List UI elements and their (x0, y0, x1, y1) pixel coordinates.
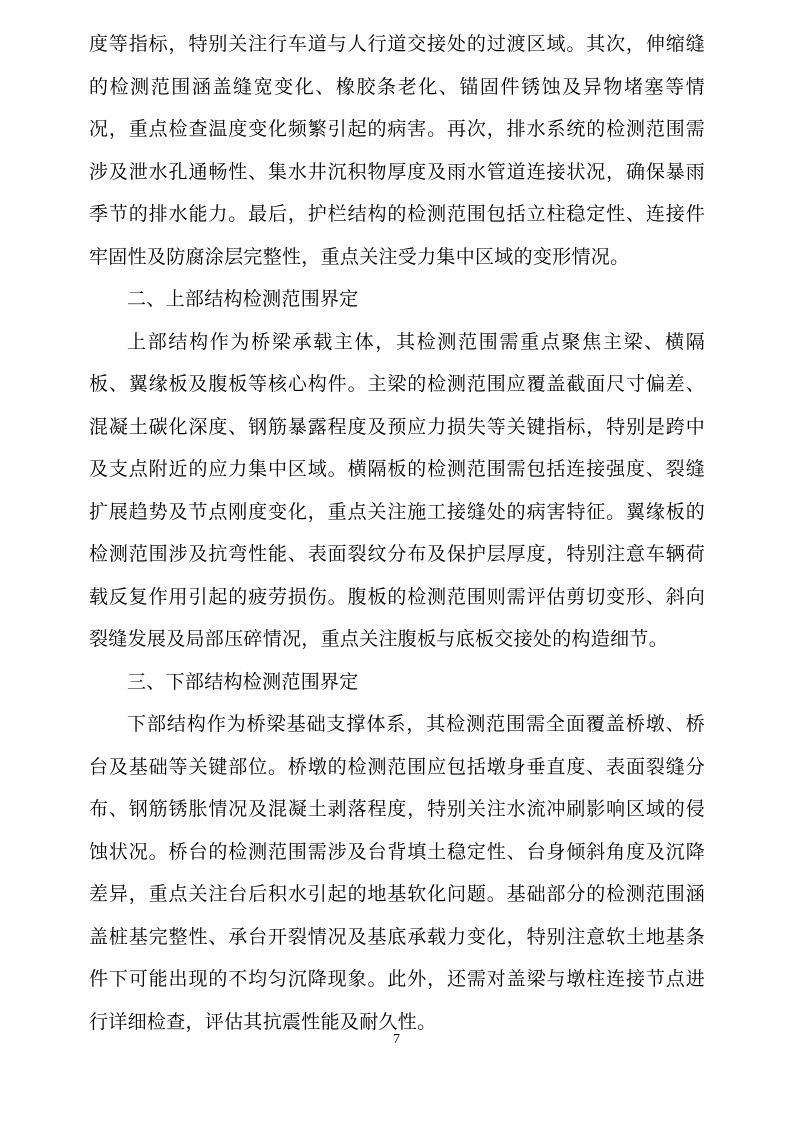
paragraph: 下部结构作为桥梁基础支撑体系，其检测范围需全面覆盖桥墩、桥台及基础等关键部位。桥墩的检测范围应包括墩身垂直度、表面裂缝分布、钢筋锈胀情况及混凝土剥落程度，特别关注水流冲刷影响区域的侵蚀状况。桥台的检测范围需涉及台背填土稳定性、台身倾斜角度及沉降差异，重点关注台后积水引起的地基软化问题。基础部分的检测范围涵盖桩基完整性、承台开裂情况及基底承载力变化，特别注意软土地基条件下可能出现的不均匀沉降现象。此外，还需对盖梁与墩柱连接节点进行详细检查，评估其抗震性能及耐久性。 (89, 714, 705, 1033)
document-body (89, 24, 705, 1044)
section-heading: 二、上部结构检测范围界定 (127, 289, 359, 310)
paragraph: 度等指标，特别关注行车道与人行道交接处的过渡区域。其次，伸缩缝的检测范围涵盖缝宽变化、橡胶条老化、锚固件锈蚀及异物堵塞等情况，重点检查温度变化频繁引起的病害。再次，排水系统的检测范围需涉及泄水孔通畅性、集水井沉积物厚度及雨水管道连接状况，确保暴雨季节的排水能力。最后，护栏结构的检测范围包括立柱稳定性、连接件牢固性及防腐涂层完整性，重点关注受力集中区域的变形情况。 (89, 34, 705, 268)
paragraph: 上部结构作为桥梁承载主体，其检测范围需重点聚焦主梁、横隔板、翼缘板及腹板等核心构件。主梁的检测范围应覆盖截面尺寸偏差、混凝土碳化深度、钢筋暴露程度及预应力损失等关键指标，特别是跨中及支点附近的应力集中区域。横隔板的检测范围需包括连接强度、裂缝扩展趋势及节点刚度变化，重点关注施工接缝处的病害特征。翼缘板的检测范围涉及抗弯性能、表面裂纹分布及保护层厚度，特别注意车辆荷载反复作用引起的疲劳损伤。腹板的检测范围则需评估剪切变形、斜向裂缝发展及局部压碎情况，重点关注腹板与底板交接处的构造细节。 (89, 331, 705, 650)
page-number: 7 (393, 1032, 400, 1047)
page-footer (0, 1030, 793, 1048)
section-heading: 三、下部结构检测范围界定 (127, 671, 359, 693)
